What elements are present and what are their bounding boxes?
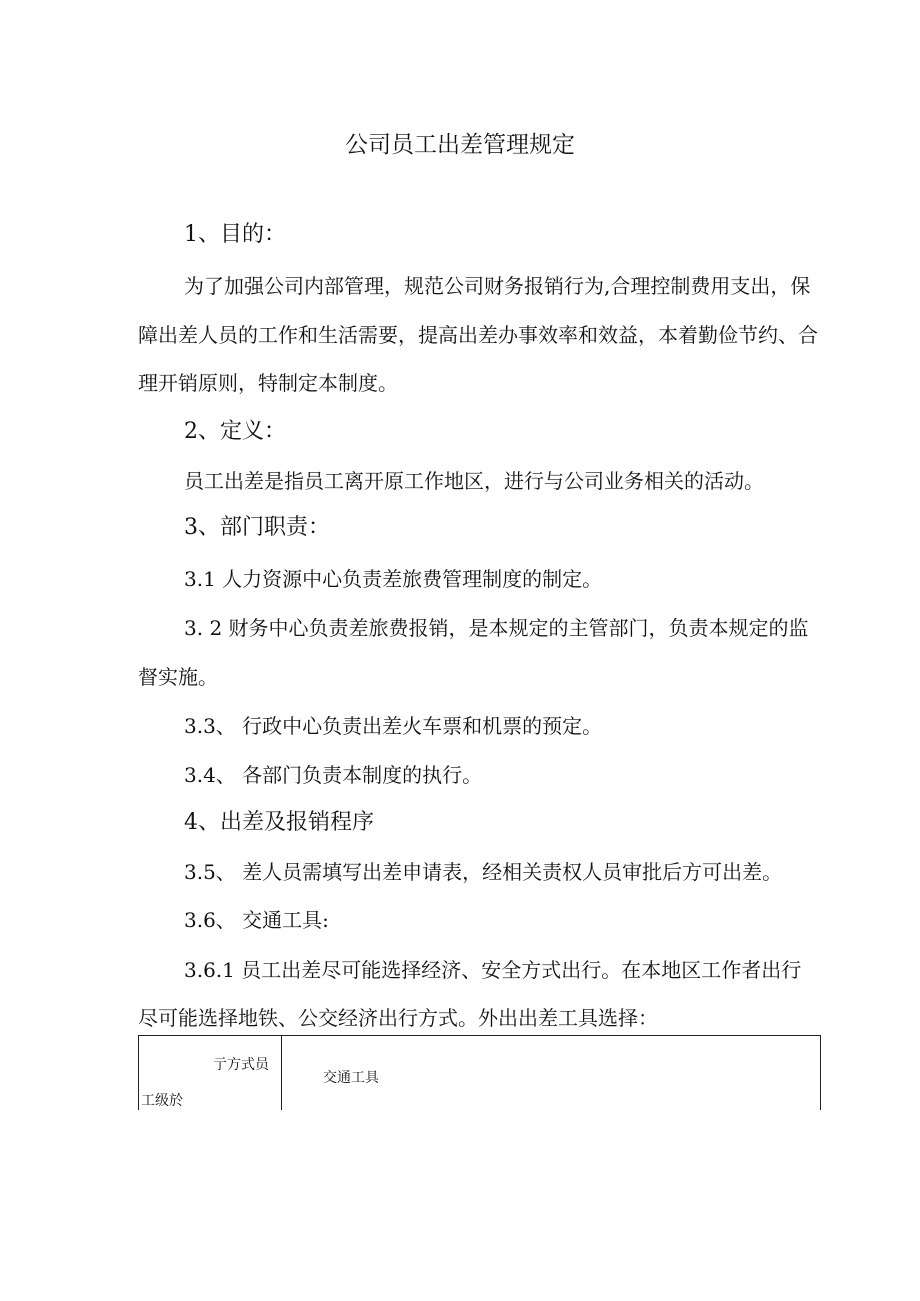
item-3-5: 3.5、 差人员需填写出差申请表，经相关责权人员审批后方可出差。 [184,860,783,884]
section-1-paragraph-line-3: 理开销原则，特制定本制度。 [138,371,398,395]
section-3-heading: 3、部门职责： [184,515,330,540]
section-1-heading: 1、目的： [184,222,286,247]
item-3-2-line-2: 督实施。 [138,665,218,689]
transport-table [138,1035,821,1110]
document-title: 公司员工出差管理规定 [345,132,575,158]
item-3-6: 3.6、 交通工具: [184,908,329,932]
item-3-6-1-line-2: 尽可能选择地铁、公交经济出行方式。外出出差工具选择： [138,1006,658,1030]
table-header-cell-bottom: 工级於 [141,1093,183,1109]
item-3-6-1-line-1: 3.6.1 员工出差尽可能选择经济、安全方式出行。在本地区工作者出行 [184,958,802,982]
item-3-1: 3.1 人力资源中心负责差旅费管理制度的制定。 [184,567,603,591]
table-column-divider [281,1036,282,1110]
table-header-transport: 交通工具 [323,1070,379,1086]
section-4-heading: 4、出差及报销程序 [184,810,374,835]
item-3-4: 3.4、 各部门负责本制度的执行。 [184,763,483,787]
section-1-paragraph-line-1: 为了加强公司内部管理，规范公司财务报销行为,合理控制费用支出，保 [184,274,811,298]
item-3-3: 3.3、 行政中心负责出差火车票和机票的预定。 [184,714,603,738]
table-header-cell-top: 亍方式员 [213,1057,269,1073]
item-3-2-line-1: 3. 2 财务中心负责差旅费报销，是本规定的主管部门，负责本规定的监 [184,616,809,640]
section-2-heading: 2、定义： [184,419,286,444]
section-1-paragraph-line-2: 障出差人员的工作和生活需要，提高出差办事效率和效益，本着勤俭节约、合 [138,323,818,347]
section-2-paragraph: 员工出差是指员工离开原工作地区，进行与公司业务相关的活动。 [184,469,764,493]
